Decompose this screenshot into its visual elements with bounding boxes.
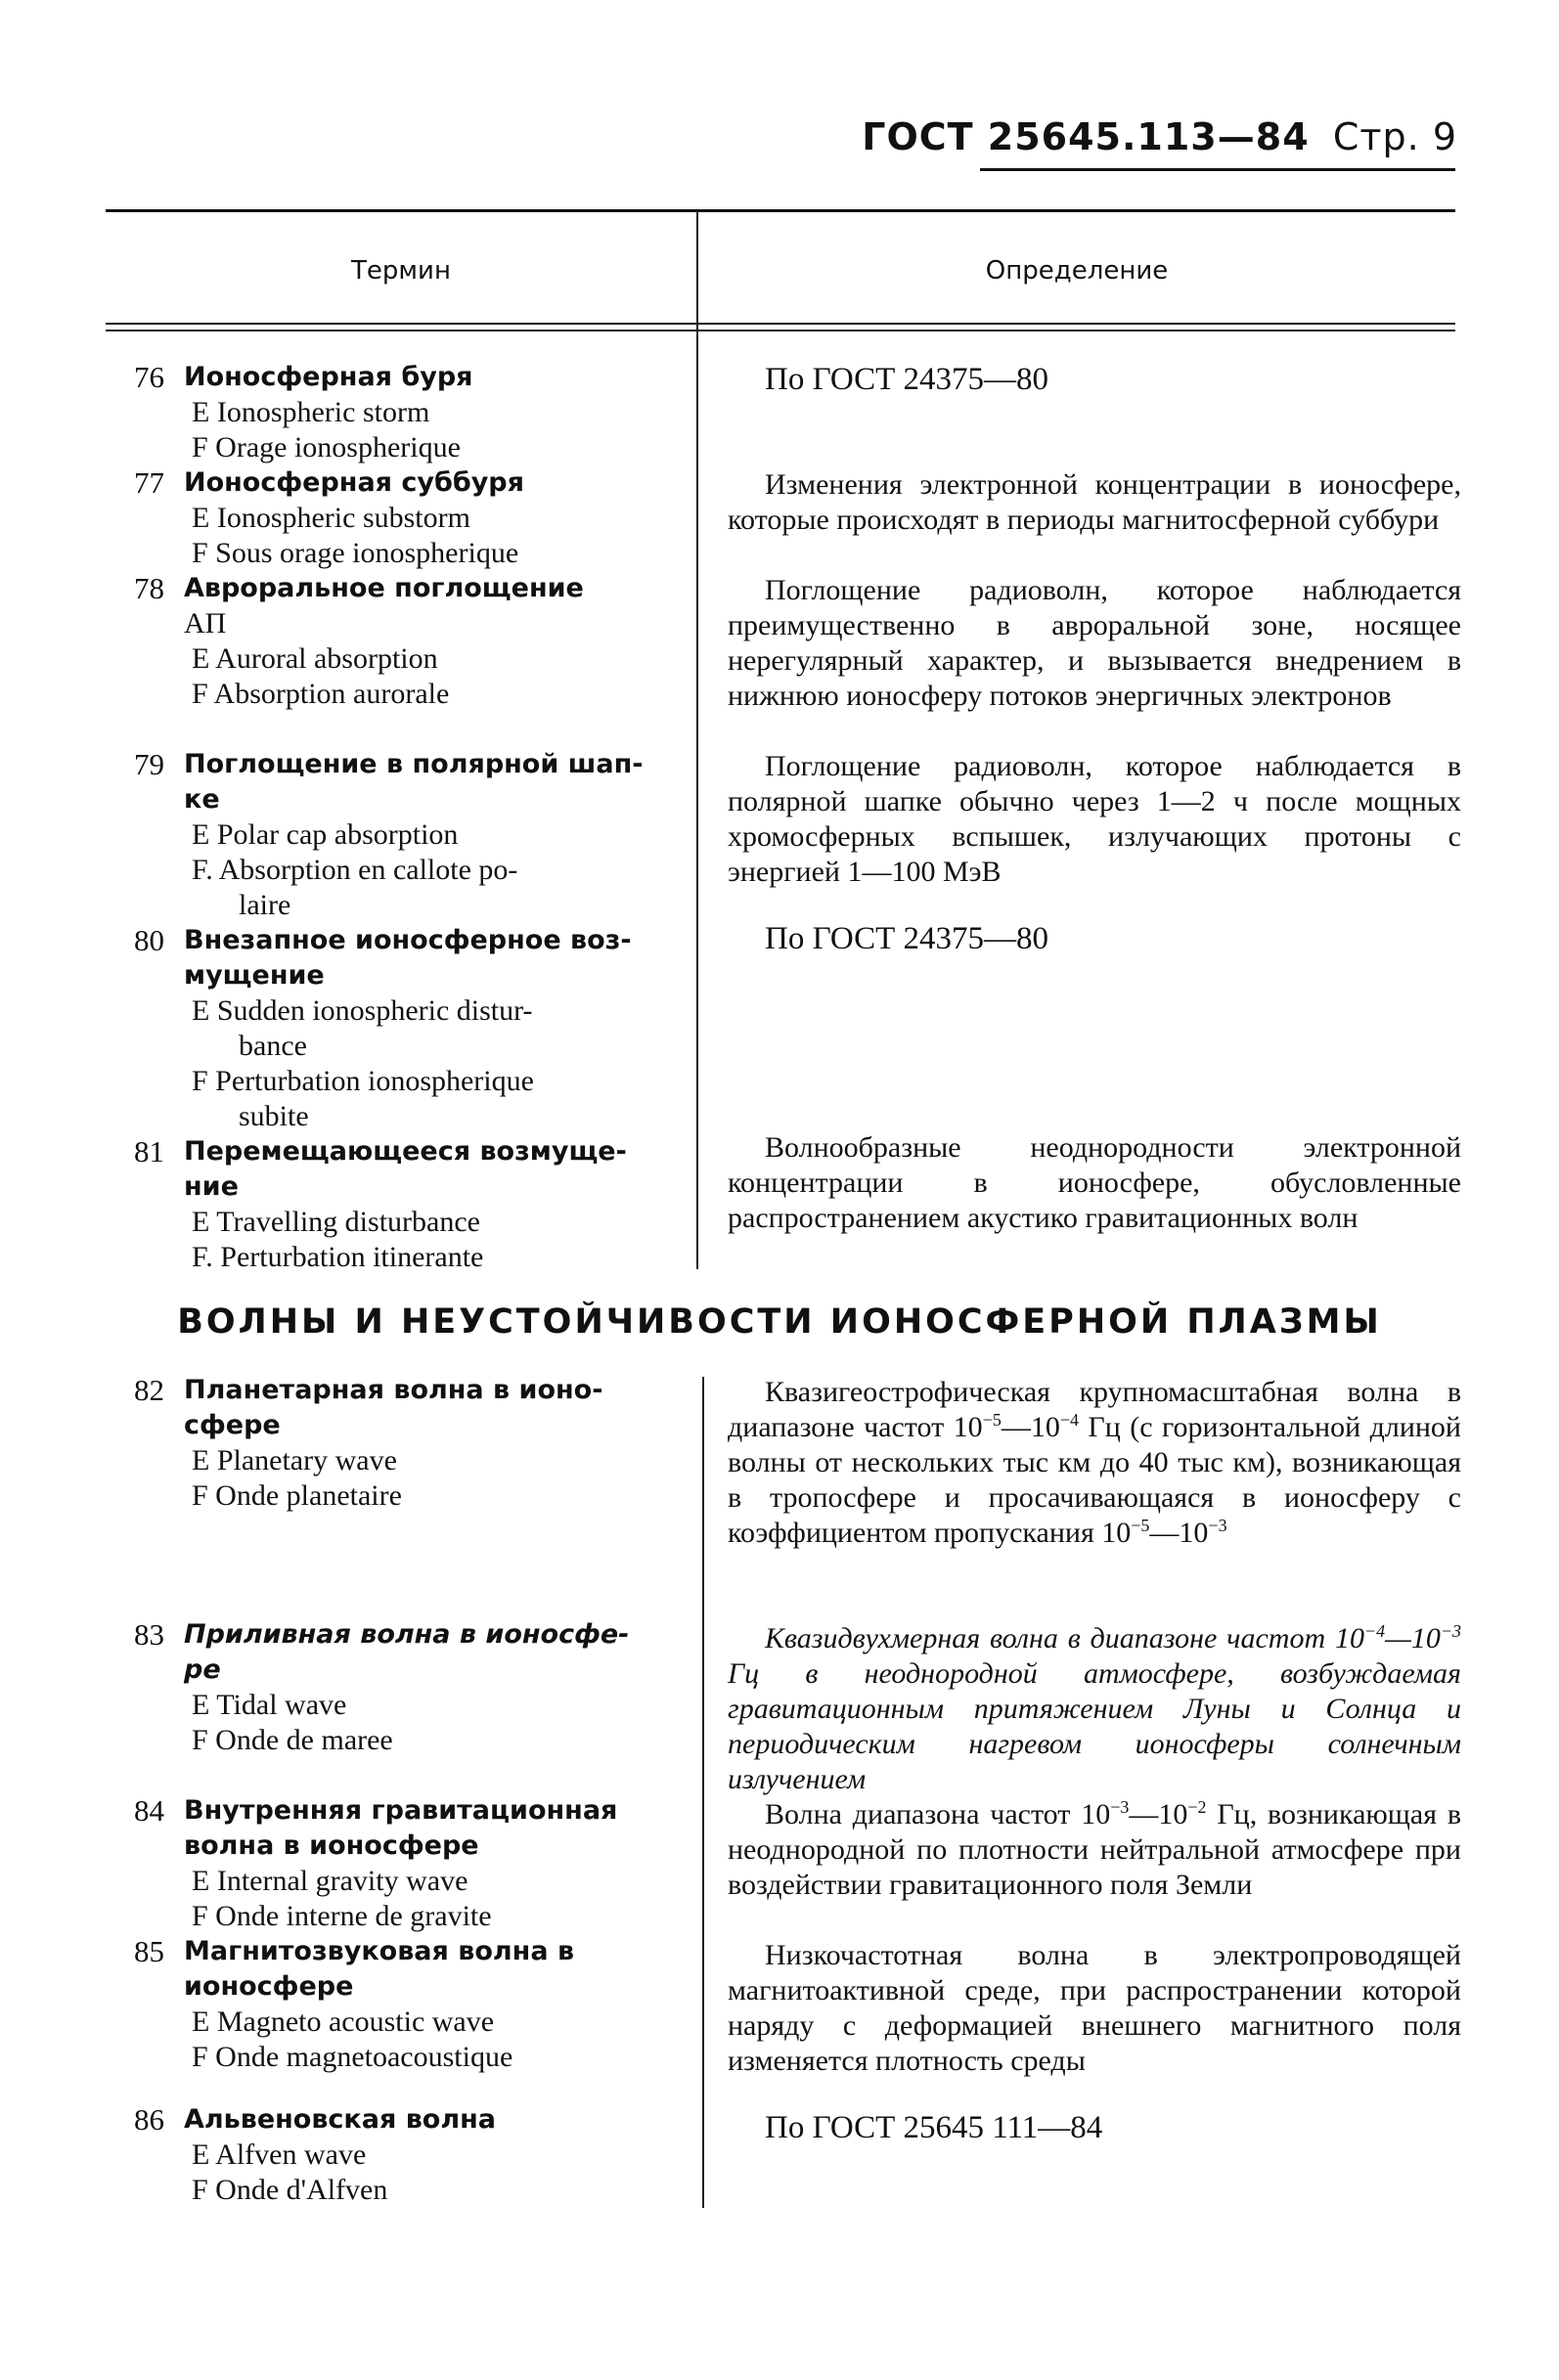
term-abbreviation: АП xyxy=(184,607,227,639)
column-divider-lower xyxy=(702,1377,704,2208)
column-header-term: Термин xyxy=(351,256,451,286)
term-french: F Onde planetaire xyxy=(192,1479,402,1512)
section-title: ВОЛНЫ И НЕУСТОЙЧИВОСТИ ИОНОСФЕРНОЙ ПЛАЗМЫ xyxy=(177,1302,1382,1342)
term-french: F. Perturbation itinerante xyxy=(192,1241,484,1273)
term-english: E Tidal wave xyxy=(192,1689,347,1721)
term-number: 77 xyxy=(134,465,164,500)
term-entry xyxy=(134,747,673,923)
term-french: F Sous orage ionospherique xyxy=(192,537,519,569)
term-number: 76 xyxy=(134,360,164,394)
header-underline xyxy=(980,168,1455,171)
term-name: Авроральное поглощение xyxy=(184,573,584,603)
definition-text: Квазигеострофическая крупномасштабная волна в диапазоне частот $10^{-5}—10^{-4}$ Гц (с горизонтальной длиной волны от нескольких тыс км до 40 тыс км), возникающая в тропосфере и просачивающаяся в ионосферу с коэффициентом пропускания $10^{-5}—10^{-3}$ xyxy=(728,1376,1461,1549)
definition-80 xyxy=(728,921,1461,956)
term-french: F Onde de maree xyxy=(192,1724,393,1756)
page-header xyxy=(862,115,1457,158)
term-english: E Planetary wave xyxy=(192,1444,397,1476)
term-french: F Onde magnetoacoustique xyxy=(192,2041,513,2073)
term-english: E Auroral absorption xyxy=(192,642,438,675)
term-name: Магнитозвуковая волна в xyxy=(184,1936,575,1966)
table-top-rule xyxy=(106,209,1455,212)
term-name: Альвеновская волна xyxy=(184,2104,497,2135)
term-english: E Internal gravity wave xyxy=(192,1865,468,1897)
term-name-cont: ке xyxy=(184,784,220,815)
standard-code: ГОСТ 25645.113—84 xyxy=(862,115,1310,158)
term-entry xyxy=(134,571,673,712)
term-number: 86 xyxy=(134,2102,164,2137)
term-name-cont: ионосфере xyxy=(184,1971,354,2002)
term-name: Планетарная волна в ионо- xyxy=(184,1375,603,1405)
term-entry xyxy=(134,923,673,1134)
term-entry xyxy=(134,1134,673,1275)
term-number: 83 xyxy=(134,1617,164,1652)
term-number: 82 xyxy=(134,1373,164,1407)
term-name: Перемещающееся возмуще- xyxy=(184,1136,627,1167)
definition-text: Поглощение радиоволн, которое наблюдается в полярной шапке обычно через 1—2 ч после мощных хромосферных вспышек, излучающих протоны с энергией 1—100 МэВ xyxy=(728,750,1461,888)
definition-81 xyxy=(728,1130,1461,1236)
term-entry xyxy=(134,465,673,571)
definition-text: По ГОСТ 24375—80 xyxy=(765,921,1048,956)
term-french-cont: laire xyxy=(239,889,291,921)
definition-text: Низкочастотная волна в электропроводящей магнитоактивной среде, при распространении которой наряду с деформацией внешнего магнитного поля изменяется плотность среды xyxy=(728,1939,1461,2077)
definition-86 xyxy=(728,2110,1461,2145)
term-french: F Onde interne de gravite xyxy=(192,1900,492,1932)
term-name: Внезапное ионосферное воз- xyxy=(184,925,632,955)
term-english: E Polar cap absorption xyxy=(192,818,459,851)
definition-77 xyxy=(728,467,1461,538)
term-entry xyxy=(134,2102,673,2208)
term-name: Поглощение в полярной шап- xyxy=(184,749,644,779)
term-entry xyxy=(134,1373,673,1514)
term-entry xyxy=(134,1793,673,1934)
definition-79 xyxy=(728,749,1461,890)
definition-78 xyxy=(728,573,1461,714)
definition-83 xyxy=(728,1621,1461,1797)
definition-85 xyxy=(728,1938,1461,2079)
term-number: 79 xyxy=(134,747,164,781)
column-divider-upper xyxy=(696,211,698,1269)
definition-text: Изменения электронной концентрации в ионосфере, которые происходят в периоды магнитосферной суббури xyxy=(728,468,1461,536)
term-name: Приливная волна в ионосфе- xyxy=(184,1619,630,1650)
term-english: E Ionospheric storm xyxy=(192,396,430,428)
term-number: 85 xyxy=(134,1934,164,1968)
term-french: F. Absorption en callote po- xyxy=(192,854,518,886)
term-french: F Onde d'Alfven xyxy=(192,2174,388,2206)
page-number: Стр. 9 xyxy=(1332,115,1457,158)
table-head-rule-1 xyxy=(106,323,1455,325)
term-french: F Perturbation ionospherique xyxy=(192,1065,534,1097)
term-french-cont: subite xyxy=(239,1100,309,1132)
term-entry xyxy=(134,360,673,465)
term-number: 81 xyxy=(134,1134,164,1168)
term-number: 78 xyxy=(134,571,164,605)
term-name: Внутренняя гравитационная xyxy=(184,1795,618,1826)
term-name-cont: сфере xyxy=(184,1410,281,1440)
term-entry xyxy=(134,1934,673,2075)
table-head-rule-2 xyxy=(106,330,1455,331)
term-name: Ионосферная суббуря xyxy=(184,467,524,498)
term-name-cont: ре xyxy=(184,1654,221,1685)
definition-76 xyxy=(728,362,1461,397)
column-header-definition: Определение xyxy=(985,256,1169,286)
definition-82 xyxy=(728,1375,1461,1551)
term-number: 80 xyxy=(134,923,164,957)
definition-text: Волнообразные неоднородности электронной концентрации в ионосфере, обусловленные распространением акустико гравитационных волн xyxy=(728,1131,1461,1234)
definition-text: Квазидвухмерная волна в диапазоне частот $10^{-4}—10^{-3}$ Гц в неоднородной атмосфере, возбуждаемая гравитационным притяжением Луны и Солнца и периодическим нагревом ионосферы солнечным излучением xyxy=(728,1621,1461,1795)
term-english: E Ionospheric substorm xyxy=(192,502,470,534)
term-english: E Sudden ionospheric distur- xyxy=(192,994,533,1027)
term-name-cont: мущение xyxy=(184,960,325,991)
term-name-cont: волна в ионосфере xyxy=(184,1830,479,1861)
term-name-cont: ние xyxy=(184,1171,239,1202)
term-number: 84 xyxy=(134,1793,164,1828)
definition-text: По ГОСТ 24375—80 xyxy=(765,362,1048,397)
term-french: F Orage ionospherique xyxy=(192,431,461,463)
term-name: Ионосферная буря xyxy=(184,362,473,392)
definition-text: Поглощение радиоволн, которое наблюдается преимущественно в авроральной зоне, носящее нерегулярный характер, и вызывается внедрением в нижнюю ионосферу потоков энергичных электронов xyxy=(728,574,1461,712)
term-english: E Alfven wave xyxy=(192,2138,367,2171)
term-french: F Absorption aurorale xyxy=(192,678,450,710)
term-english-cont: bance xyxy=(239,1030,307,1062)
definition-text: Волна диапазона частот $10^{-3}—10^{-2}$ Гц, возникающая в неоднородной по плотности нейтральной атмосфере при воздействии гравитационного поля Земли xyxy=(728,1797,1461,1901)
term-english: E Travelling disturbance xyxy=(192,1206,480,1238)
term-entry xyxy=(134,1617,673,1758)
definition-84 xyxy=(728,1797,1461,1903)
term-english: E Magneto acoustic wave xyxy=(192,2005,495,2038)
definition-text: По ГОСТ 25645 111—84 xyxy=(765,2110,1103,2145)
